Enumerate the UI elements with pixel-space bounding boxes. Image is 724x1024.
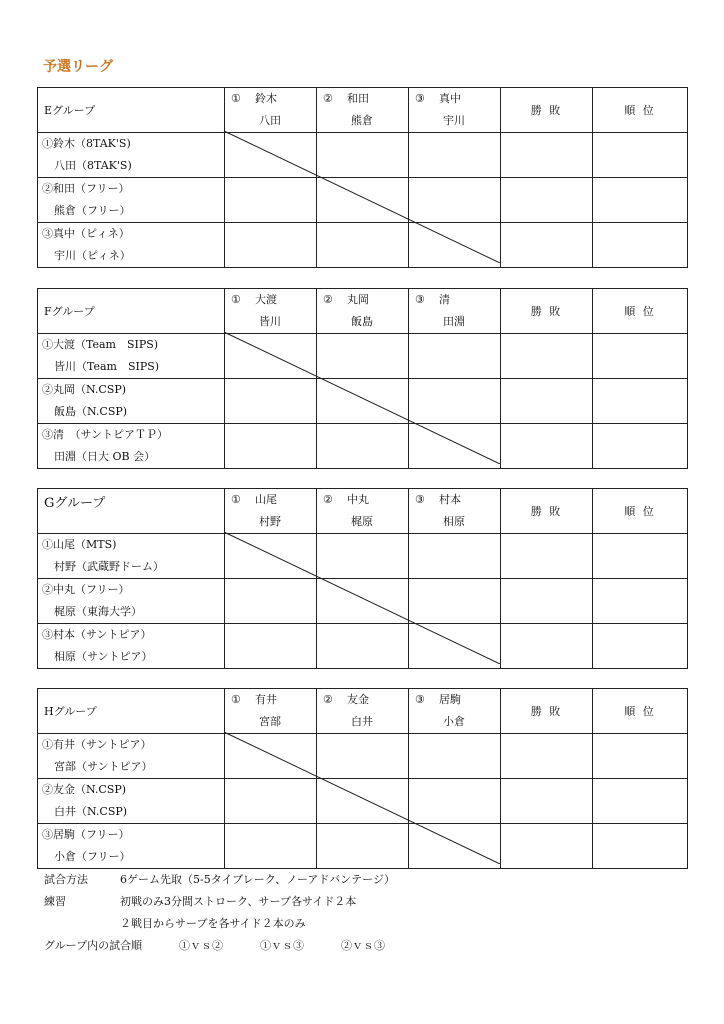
result-cell[interactable] xyxy=(409,624,501,669)
result-cell[interactable] xyxy=(317,178,409,223)
opponent-header xyxy=(225,88,317,133)
result-cell[interactable] xyxy=(409,424,501,469)
match-order-1: ①ｖｓ② xyxy=(179,939,223,952)
seed-number: ③ xyxy=(415,693,425,706)
team-cell xyxy=(38,178,225,223)
seed-number: ① xyxy=(231,293,241,306)
opponent-header xyxy=(225,689,317,734)
team-row xyxy=(38,824,688,869)
opponent-header xyxy=(409,289,501,334)
wins-losses-header: 勝 敗 xyxy=(501,489,593,534)
team-player-1: ①鈴木（8TAK'S) xyxy=(42,137,131,150)
opponent-player-2: 宮部 xyxy=(259,715,281,728)
seed-number: ② xyxy=(323,92,333,105)
rank-header: 順 位 xyxy=(593,289,688,334)
league-grid xyxy=(37,87,688,268)
result-cell[interactable] xyxy=(501,779,593,824)
result-cell[interactable] xyxy=(593,579,688,624)
team-cell xyxy=(38,334,225,379)
opponent-player-2: 田淵 xyxy=(443,315,465,328)
team-player-2: 飯島（N.CSP) xyxy=(54,405,128,418)
team-cell xyxy=(38,223,225,268)
result-cell[interactable] xyxy=(225,534,317,579)
format-label: 試合方法 xyxy=(44,873,88,886)
result-cell[interactable] xyxy=(409,223,501,268)
group-table xyxy=(37,288,687,464)
team-player-2: 村野（武蔵野ドーム） xyxy=(54,560,164,573)
rank-header: 順 位 xyxy=(593,489,688,534)
seed-number: ② xyxy=(323,693,333,706)
team-row xyxy=(38,779,688,824)
opponent-header xyxy=(409,689,501,734)
team-player-1: ②丸岡（N.CSP) xyxy=(42,383,127,396)
result-cell[interactable] xyxy=(593,334,688,379)
team-player-1: ②和田（フリー） xyxy=(42,182,130,195)
team-row xyxy=(38,379,688,424)
result-cell[interactable] xyxy=(317,579,409,624)
result-cell[interactable] xyxy=(409,133,501,178)
opponent-player-1: 和田 xyxy=(347,92,369,105)
team-player-1: ③真中（ピィネ） xyxy=(42,227,130,240)
result-cell[interactable] xyxy=(501,824,593,869)
result-cell[interactable] xyxy=(409,579,501,624)
team-row xyxy=(38,178,688,223)
result-cell[interactable] xyxy=(593,534,688,579)
opponent-player-1: 中丸 xyxy=(347,493,369,506)
team-row xyxy=(38,624,688,669)
team-player-2: 田淵（日大 OB 会） xyxy=(54,450,156,463)
opponent-player-2: 熊倉 xyxy=(351,114,373,127)
result-cell[interactable] xyxy=(501,133,593,178)
result-cell[interactable] xyxy=(409,734,501,779)
result-cell[interactable] xyxy=(317,779,409,824)
result-cell[interactable] xyxy=(501,624,593,669)
result-cell[interactable] xyxy=(593,424,688,469)
opponent-player-1: 居駒 xyxy=(439,693,461,706)
result-cell[interactable] xyxy=(501,178,593,223)
format-value: 6ゲーム先取（5-5タイブレーク、ノーアドバンテージ） xyxy=(120,873,395,886)
practice-line-1: 初戦のみ3分間ストローク、サーブ各サイド２本 xyxy=(120,895,357,908)
result-cell[interactable] xyxy=(225,424,317,469)
opponent-player-2: 宇川 xyxy=(443,114,465,127)
seed-number: ③ xyxy=(415,293,425,306)
opponent-player-1: 山尾 xyxy=(255,493,277,506)
team-player-2: 宇川（ピィネ） xyxy=(54,249,131,262)
opponent-player-1: 有井 xyxy=(255,693,277,706)
team-row xyxy=(38,424,688,469)
team-row xyxy=(38,133,688,178)
team-row xyxy=(38,223,688,268)
seed-number: ② xyxy=(323,293,333,306)
result-cell[interactable] xyxy=(225,734,317,779)
team-row xyxy=(38,534,688,579)
opponent-player-1: 鈴木 xyxy=(255,92,277,105)
league-grid xyxy=(37,288,688,469)
team-player-2: 皆川（Team SIPS) xyxy=(54,360,160,373)
rank-header: 順 位 xyxy=(593,689,688,734)
opponent-header xyxy=(225,489,317,534)
team-cell xyxy=(38,779,225,824)
opponent-player-1: 真中 xyxy=(439,92,461,105)
match-order-3: ②ｖｓ③ xyxy=(341,939,385,952)
team-cell xyxy=(38,624,225,669)
opponent-player-2: 白井 xyxy=(351,715,373,728)
opponent-player-2: 皆川 xyxy=(259,315,281,328)
result-cell[interactable] xyxy=(225,334,317,379)
wins-losses-header: 勝 敗 xyxy=(501,689,593,734)
result-cell[interactable] xyxy=(593,178,688,223)
team-player-1: ①山尾（MTS) xyxy=(42,538,117,551)
result-cell[interactable] xyxy=(409,178,501,223)
opponent-player-2: 村野 xyxy=(259,515,281,528)
result-cell[interactable] xyxy=(225,824,317,869)
practice-line-2: ２戦目からサーブを各サイド２本のみ xyxy=(120,917,306,930)
result-cell[interactable] xyxy=(501,223,593,268)
result-cell[interactable] xyxy=(593,824,688,869)
practice-label: 練習 xyxy=(44,895,66,908)
result-cell[interactable] xyxy=(501,734,593,779)
team-player-2: 宮部（サントピア） xyxy=(54,760,153,773)
result-cell[interactable] xyxy=(409,779,501,824)
opponent-header xyxy=(317,289,409,334)
wins-losses-header: 勝 敗 xyxy=(501,289,593,334)
page-title: 予選リーグ xyxy=(43,59,113,75)
seed-number: ② xyxy=(323,493,333,506)
result-cell[interactable] xyxy=(409,334,501,379)
team-player-1: ③清 （サントピアＴＰ） xyxy=(42,428,168,441)
group-table xyxy=(37,688,687,864)
team-row xyxy=(38,334,688,379)
result-cell[interactable] xyxy=(317,133,409,178)
league-grid xyxy=(37,488,688,669)
result-cell[interactable] xyxy=(225,223,317,268)
match-order-2: ①ｖｓ③ xyxy=(260,939,304,952)
opponent-header xyxy=(409,489,501,534)
result-cell[interactable] xyxy=(501,334,593,379)
result-cell[interactable] xyxy=(225,779,317,824)
team-player-1: ①有井（サントピア） xyxy=(42,738,152,751)
opponent-player-2: 相原 xyxy=(443,515,465,528)
result-cell[interactable] xyxy=(501,379,593,424)
team-player-2: 梶原（東海大学） xyxy=(54,605,142,618)
seed-number: ① xyxy=(231,92,241,105)
wins-losses-header: 勝 敗 xyxy=(501,88,593,133)
seed-number: ③ xyxy=(415,92,425,105)
result-cell[interactable] xyxy=(317,379,409,424)
result-cell[interactable] xyxy=(409,534,501,579)
result-cell[interactable] xyxy=(225,379,317,424)
result-cell[interactable] xyxy=(501,579,593,624)
opponent-player-2: 小倉 xyxy=(443,715,465,728)
result-cell[interactable] xyxy=(225,133,317,178)
result-cell[interactable] xyxy=(225,624,317,669)
opponent-player-1: 清 xyxy=(439,293,450,306)
team-cell xyxy=(38,534,225,579)
result-cell[interactable] xyxy=(593,379,688,424)
group-name: Hグループ xyxy=(38,689,225,734)
team-player-2: 相原（サントピア） xyxy=(54,650,153,663)
team-cell xyxy=(38,133,225,178)
opponent-header xyxy=(317,489,409,534)
result-cell[interactable] xyxy=(317,534,409,579)
team-cell xyxy=(38,379,225,424)
result-cell[interactable] xyxy=(409,824,501,869)
team-player-1: ②中丸（フリー） xyxy=(42,583,130,596)
team-player-2: 小倉（フリー） xyxy=(54,850,131,863)
opponent-player-1: 村本 xyxy=(439,493,461,506)
opponent-player-1: 丸岡 xyxy=(347,293,369,306)
opponent-header xyxy=(317,88,409,133)
team-player-1: ③村本（サントピア） xyxy=(42,628,152,641)
group-table xyxy=(37,488,687,664)
result-cell[interactable] xyxy=(501,424,593,469)
team-player-2: 八田（8TAK'S) xyxy=(54,159,132,172)
result-cell[interactable] xyxy=(317,824,409,869)
rank-header: 順 位 xyxy=(593,88,688,133)
opponent-player-2: 梶原 xyxy=(351,515,373,528)
result-cell[interactable] xyxy=(225,579,317,624)
team-player-2: 白井（N.CSP) xyxy=(54,805,128,818)
result-cell[interactable] xyxy=(317,734,409,779)
opponent-header xyxy=(225,289,317,334)
result-cell[interactable] xyxy=(317,334,409,379)
team-row xyxy=(38,579,688,624)
seed-number: ① xyxy=(231,693,241,706)
result-cell[interactable] xyxy=(593,133,688,178)
opponent-player-1: 友金 xyxy=(347,693,369,706)
result-cell[interactable] xyxy=(593,624,688,669)
group-name: Eグループ xyxy=(38,88,225,133)
result-cell[interactable] xyxy=(593,779,688,824)
team-player-1: ②友金（N.CSP) xyxy=(42,783,127,796)
group-name: Gグループ xyxy=(38,489,225,534)
match-order-label: グループ内の試合順 xyxy=(44,939,143,952)
opponent-player-2: 八田 xyxy=(259,114,281,127)
team-cell xyxy=(38,824,225,869)
result-cell[interactable] xyxy=(317,624,409,669)
seed-number: ① xyxy=(231,493,241,506)
league-grid xyxy=(37,688,688,869)
result-cell[interactable] xyxy=(593,223,688,268)
result-cell[interactable] xyxy=(317,223,409,268)
result-cell[interactable] xyxy=(409,379,501,424)
result-cell[interactable] xyxy=(225,178,317,223)
team-cell xyxy=(38,579,225,624)
group-table xyxy=(37,87,687,263)
team-cell xyxy=(38,734,225,779)
result-cell[interactable] xyxy=(593,734,688,779)
opponent-player-1: 大渡 xyxy=(255,293,277,306)
team-row xyxy=(38,734,688,779)
group-name: Fグループ xyxy=(38,289,225,334)
team-player-1: ③居駒（フリー） xyxy=(42,828,130,841)
team-player-2: 熊倉（フリー） xyxy=(54,204,131,217)
result-cell[interactable] xyxy=(501,534,593,579)
team-player-1: ①大渡（Team SIPS) xyxy=(42,338,159,351)
opponent-player-2: 飯島 xyxy=(351,315,373,328)
seed-number: ③ xyxy=(415,493,425,506)
opponent-header xyxy=(317,689,409,734)
opponent-header xyxy=(409,88,501,133)
result-cell[interactable] xyxy=(317,424,409,469)
team-cell xyxy=(38,424,225,469)
